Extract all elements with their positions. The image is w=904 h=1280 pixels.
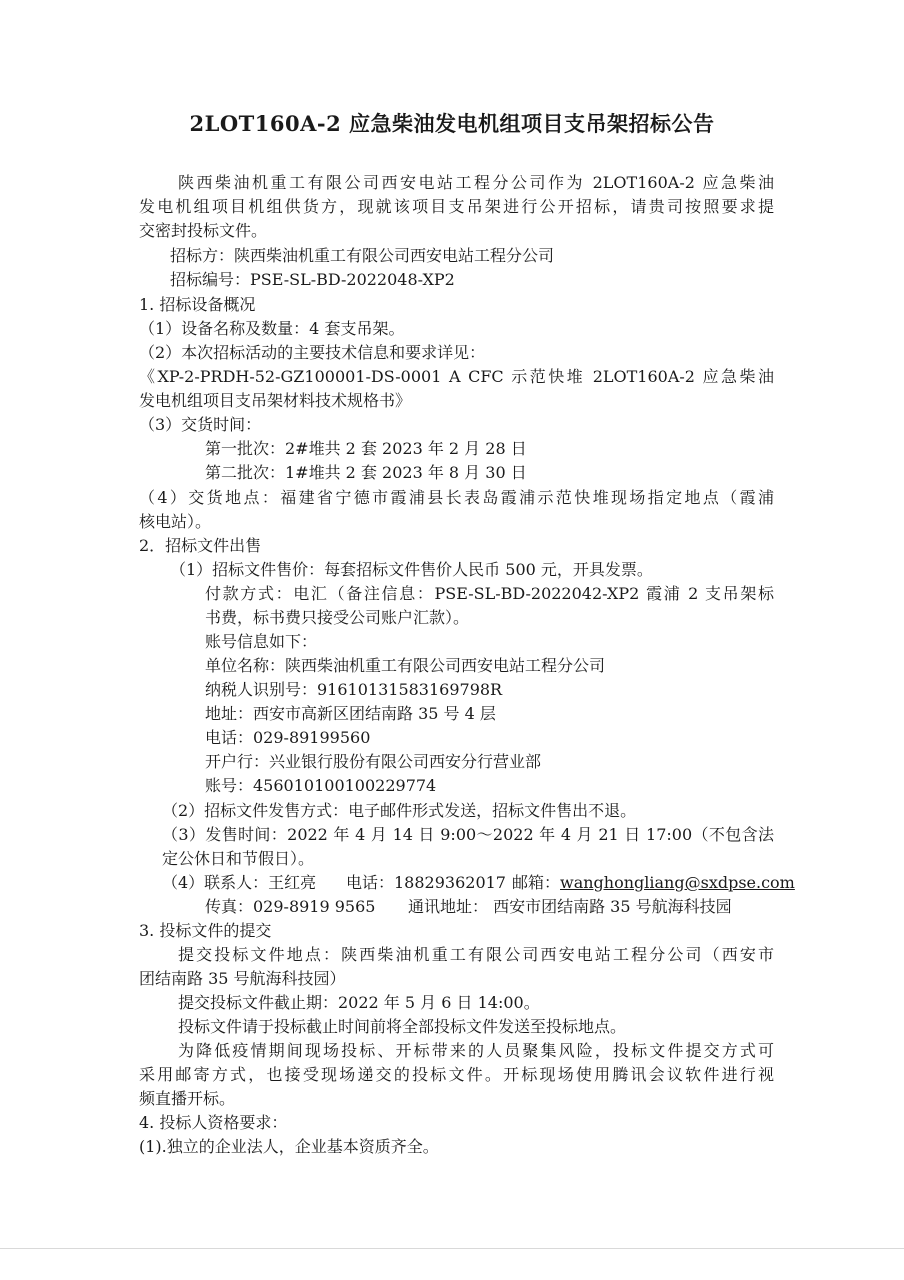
payment-line-2: 书费，标书费只接受公司账户汇款）。 [205, 608, 470, 627]
delivery-batch-2: 第二批次：1#堆共 2 套 2023 年 8 月 30 日 [205, 463, 527, 482]
s1-item-3: （3）交货时间： [139, 415, 262, 434]
account-bank: 开户行：兴业银行股份有限公司西安分行营业部 [205, 752, 542, 771]
payment-line-1: 付款方式：电汇（备注信息：PSE-SL-BD-2022042-XP2 霞浦 2 支吊架标 [205, 584, 774, 603]
contact-phone: 电话：18829362017 [346, 873, 506, 892]
intro-line-3: 交密封投标文件。 [139, 221, 268, 240]
covid-line-2: 采用邮寄方式，也接受现场递交的投标文件。开标现场使用腾讯会议软件进行视 [139, 1065, 774, 1084]
intro-line-1: 陕西柴油机重工有限公司西安电站工程分公司作为 2LOT160A-2 应急柴油 [178, 173, 774, 192]
covid-line-3: 频直播开标。 [139, 1089, 236, 1108]
email-link[interactable]: wanghongliang@sxdpse.com [560, 873, 795, 892]
account-number: 账号：456010100100229774 [205, 776, 437, 795]
contact-fax: 传真：029-8919 9565 [205, 897, 376, 916]
s4-item-1: (1).独立的企业法人，企业基本资质齐全。 [139, 1137, 439, 1156]
s1-item-1: （1）设备名称及数量：4 套支吊架。 [139, 319, 405, 338]
tenderer: 招标方：陕西柴油机重工有限公司西安电站工程分公司 [170, 246, 555, 265]
s1-item-2: （2）本次招标活动的主要技术信息和要求详见： [139, 343, 486, 362]
section-2-heading: 2．招标文件出售 [139, 536, 262, 555]
section-4-heading: 4. 投标人资格要求： [139, 1113, 288, 1132]
contact-person: （4）联系人：王红亮 [162, 873, 317, 892]
spec-line-2: 发电机组项目支吊架材料技术规格书》 [139, 391, 412, 410]
tender-number: 招标编号：PSE-SL-BD-2022048-XP2 [170, 270, 455, 289]
account-tax-id: 纳税人识别号：91610131583169798R [205, 680, 503, 699]
section-1-heading: 1. 招标设备概况 [139, 295, 256, 314]
submit-place-line-2: 团结南路 35 号航海科技园） [139, 969, 346, 988]
s1-item-4-line-1: （4）交货地点：福建省宁德市霞浦县长表岛霞浦示范快堆现场指定地点（霞浦 [139, 488, 774, 507]
submit-place-line-1: 提交投标文件地点：陕西柴油机重工有限公司西安电站工程分公司（西安市 [178, 945, 774, 964]
account-unit-name: 单位名称：陕西柴油机重工有限公司西安电站工程分公司 [205, 656, 606, 675]
s1-item-4-line-2: 核电站）。 [139, 512, 212, 531]
contact-email [512, 872, 795, 894]
account-address: 地址：西安市高新区团结南路 35 号 4 层 [205, 704, 496, 723]
scan-edge-divider [0, 1248, 904, 1249]
page-title: 2LOT160A-2 应急柴油发电机组项目支吊架招标公告 [189, 111, 715, 136]
covid-line-1: 为降低疫情期间现场投标、开标带来的人员聚集风险，投标文件提交方式可 [178, 1041, 774, 1060]
sale-method: （2）招标文件发售方式：电子邮件形式发送，招标文件售出不退。 [162, 801, 637, 820]
delivery-batch-1: 第一批次：2#堆共 2 套 2023 年 2 月 28 日 [205, 439, 527, 458]
intro-line-2: 发电机组项目机组供货方，现就该项目支吊架进行公开招标，请贵司按照要求提 [139, 197, 774, 216]
email-label: 邮箱： [512, 873, 561, 892]
submit-send: 投标文件请于投标截止时间前将全部投标文件发送至投标地点。 [178, 1017, 627, 1036]
submit-deadline: 提交投标文件截止期：2022 年 5 月 6 日 14:00。 [178, 993, 540, 1012]
sale-time-line-1: （3）发售时间：2022 年 4 月 14 日 9:00～2022 年 4 月 21 日 17:00（不包含法 [162, 825, 774, 844]
account-intro: 账号信息如下： [205, 632, 318, 651]
section-3-heading: 3. 投标文件的提交 [139, 921, 272, 940]
account-phone: 电话：029-89199560 [205, 728, 371, 747]
contact-mail-address: 通讯地址： 西安市团结南路 35 号航海科技园 [408, 897, 732, 916]
doc-price: （1）招标文件售价：每套招标文件售价人民币 500 元，开具发票。 [170, 560, 653, 579]
sale-time-line-2: 定公休日和节假日）。 [162, 849, 315, 868]
spec-line-1: 《XP-2-PRDH-52-GZ100001-DS-0001 A CFC 示范快堆 2LOT160A-2 应急柴油 [139, 367, 774, 386]
